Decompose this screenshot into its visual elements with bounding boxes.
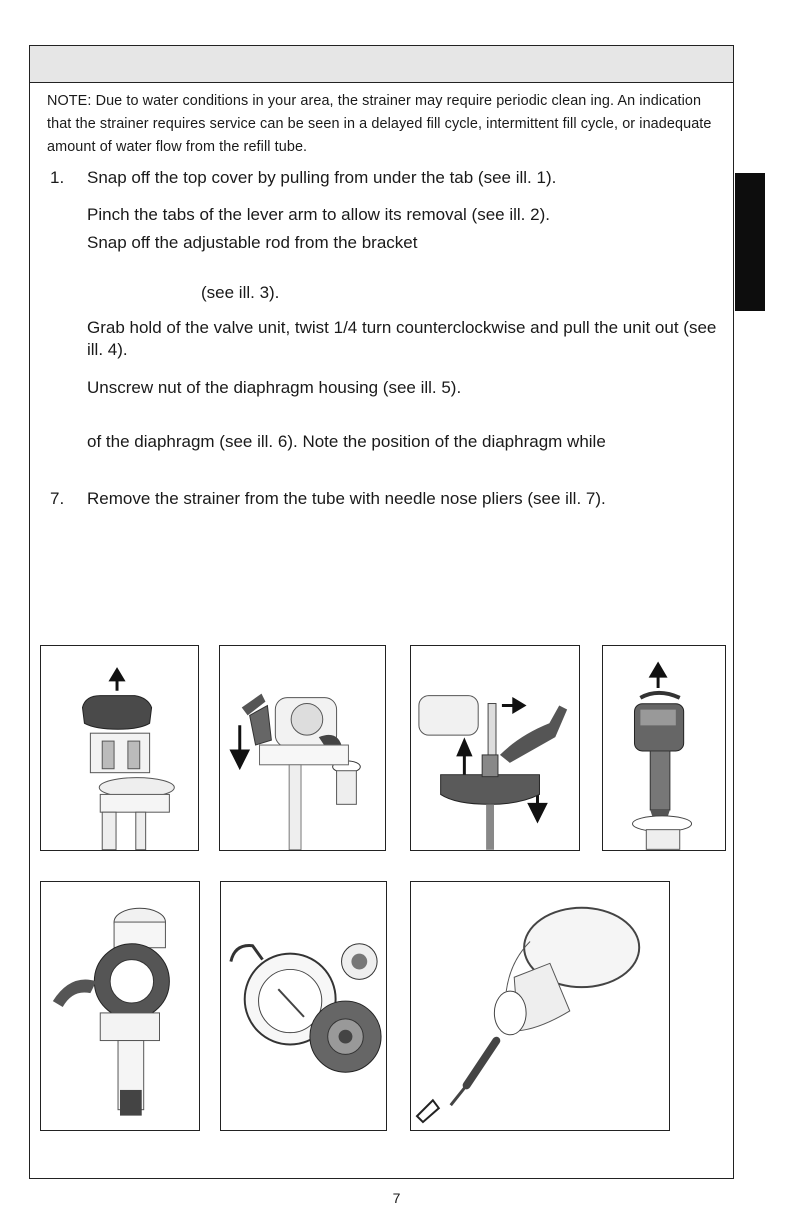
step-3-text: Snap off the adjustable rod from the bracket	[87, 233, 418, 252]
step-number: 1.	[50, 168, 65, 187]
step-number: 7.	[50, 489, 65, 508]
illustration-1	[40, 645, 199, 851]
strainer-removal-drawing	[411, 882, 669, 1130]
illustration-7	[410, 881, 670, 1131]
top-cover-removal-drawing	[41, 646, 198, 850]
illustration-4	[602, 645, 726, 851]
illustration-6	[220, 881, 387, 1131]
valve-unit-removal-drawing	[603, 646, 725, 850]
step-5-text: Unscrew nut of the diaphragm housing (see ill. 5).	[87, 378, 462, 397]
illustration-2	[219, 645, 386, 851]
step-1-text: Snap off the top cover by pulling from under the tab (see ill. 1).	[87, 168, 557, 187]
illustration-3	[410, 645, 580, 851]
section-header-bar	[30, 46, 733, 83]
lever-arm-removal-drawing	[220, 646, 385, 850]
illustration-5	[40, 881, 200, 1131]
page-number: 7	[392, 1190, 401, 1206]
language-side-tab	[735, 173, 765, 311]
step-6-text: of the diaphragm (see ill. 6). Note the position of the diaphragm while	[87, 432, 606, 451]
step-4-text: Grab hold of the valve unit, twist 1/4 turn counterclockwise and pull the unit out (see ill. 4).	[87, 318, 717, 359]
step-7-text: Remove the strainer from the tube with needle nose pliers (see ill. 7).	[87, 489, 606, 508]
diaphragm-nut-unscrew-drawing	[41, 882, 199, 1130]
note-paragraph: NOTE: Due to water conditions in your area, the strainer may require periodic clean ing. An indication that the strainer requires service can be seen in a delayed fill cycle, intermittent fill cycle, or inadequate amount of water flow from the refill tube.	[47, 93, 712, 155]
diaphragm-parts-drawing	[221, 882, 386, 1130]
adjustable-rod-removal-drawing	[411, 646, 579, 850]
step-3-ref: (see ill. 3).	[201, 283, 280, 302]
step-2-text: Pinch the tabs of the lever arm to allow its removal (see ill. 2).	[87, 205, 550, 224]
